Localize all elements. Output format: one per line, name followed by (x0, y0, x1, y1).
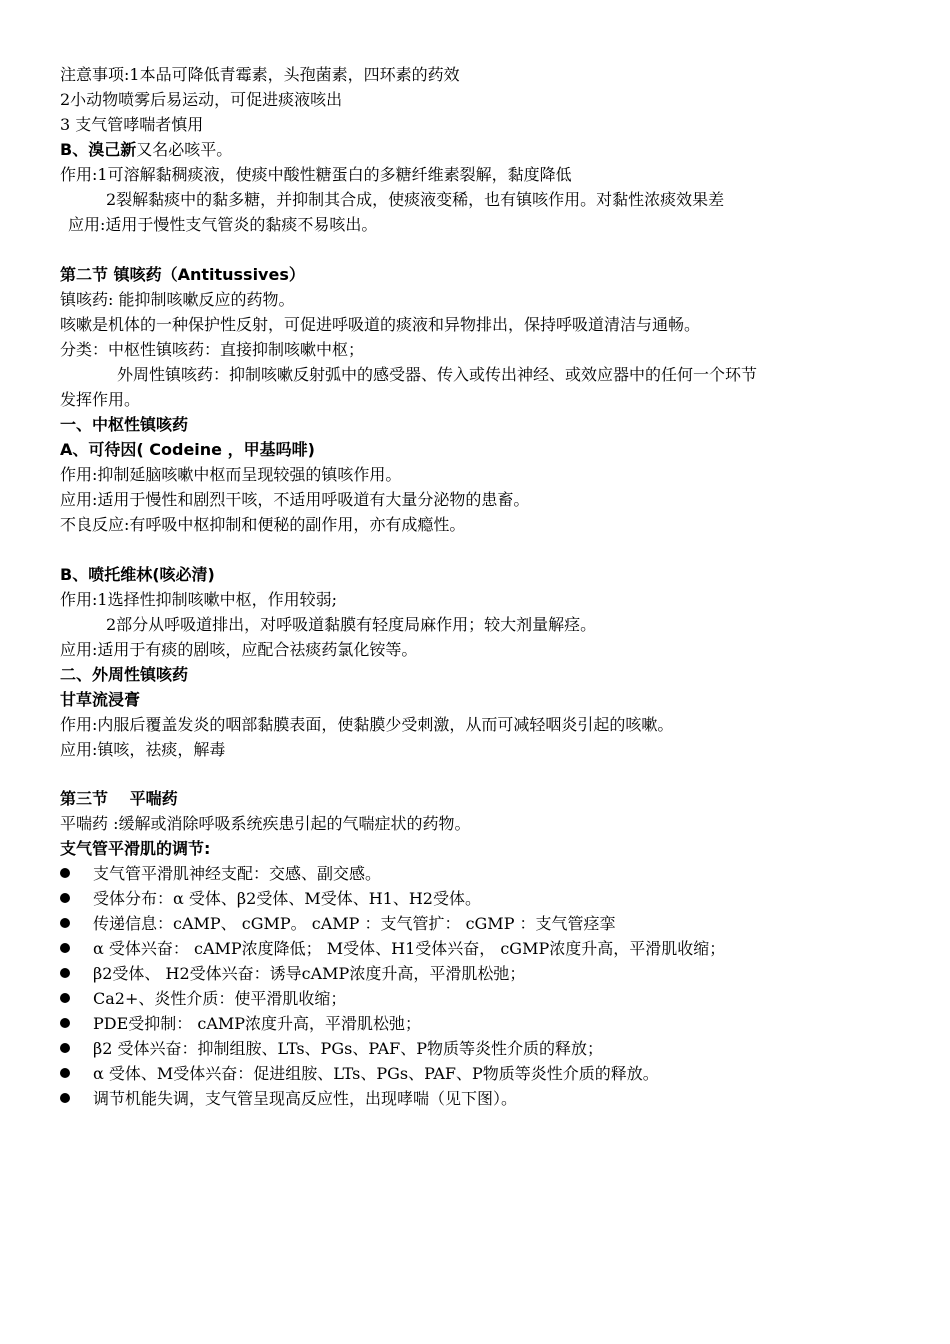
bromhexine-heading: B、溴己新 (60, 140, 137, 159)
section-2-title: 第二节 镇咳药（Antitussives） (60, 265, 305, 284)
pentoxyverine-use: 应用:适用于有痰的剧咳，应配合祛痰药氯化铵等。 (60, 640, 418, 659)
bromhexine-use: 应用:适用于慢性支气管炎的黏痰不易咳出。 (68, 215, 378, 234)
bromhexine-action-2: 2裂解黏痰中的黏多糖，并抑制其合成，使痰液变稀，也有镇咳作用。对黏性浓痰效果差 (106, 190, 725, 209)
classification-central: 分类：中枢性镇咳药：直接抑制咳嗽中枢； (60, 340, 365, 359)
classification-peripheral: 外周性镇咳药：抑制咳嗽反射弧中的感受器、传入或传出神经、或效应器中的任何一个环节 (117, 365, 758, 384)
notes-line-2: 2小动物喷雾后易运动，可促进痰液咳出 (60, 90, 343, 109)
codeine-heading: A、可待因( Codeine ，甲基吗啡) (60, 440, 315, 459)
notes-line-1: 注意事项:1本品可降低青霉素，头孢菌素，四环素的药效 (60, 65, 460, 84)
bullet-icon (60, 1018, 70, 1028)
classification-peripheral-cont: 发挥作用。 (60, 390, 141, 409)
bullet-icon (60, 868, 70, 878)
bullet-icon (60, 1068, 70, 1078)
document-page: 注意事项:1本品可降低青霉素，头孢菌素，四环素的药效 2小动物喷雾后易运动，可促进痰液咳出 3 支气管哮喘者慎用 B、溴己新又名必咳平。 作用:1可溶解黏稠痰液，使痰中酸性糖蛋白的多糖纤维素裂解，黏度降低 2裂解黏痰中的黏多糖，并抑制其合成，使痰液变稀，也有镇咳作用。对黏性浓痰效果差 应用:适用于慢性支气管炎的黏痰不易咳出。 第二节 镇咳药（Antitussives） 镇咳药: 能抑制咳嗽反应的药物。 咳嗽是机体的一种保护性反射，可促进呼吸道的痰液和异物排出，保持呼吸道清洁与通畅。 分类：中枢性镇咳药：直接抑制咳嗽中枢； 外周性镇咳药：抑制咳嗽反射弧中的感受器、传入或传出神经、或效应器中的任何一个环节 发挥作用。 一、中枢性镇咳药 A、可待因( Codeine ，甲基吗啡) 作用:抑制延脑咳嗽中枢而呈现较强的镇咳作用。 应用:适用于慢性和剧烈干咳，不适用呼吸道有大量分泌物的患畜。 不良反应:有呼吸中枢抑制和便秘的副作用，亦有成瘾性。 B、喷托维林(咳必清) 作用:1选择性抑制咳嗽中枢，作用较弱; 2部分从呼吸道排出，对呼吸道黏膜有轻度局麻作用；较大剂量解痉。 应用:适用于有痰的剧咳，应配合祛痰药氯化铵等。 二、外周性镇咳药 甘草流浸膏 作用:内服后覆盖发炎的咽部黏膜表面，使黏膜少受刺激，从而可减轻咽炎引起的咳嗽。 应用:镇咳，祛痰，解毒 第三节 平喘药 平喘药 :缓解或消除呼吸系统疾患引起的气喘症状的药物。 支气管平滑肌的调节: 支气管平滑肌神经支配：交感、副交感。 受体分布：α 受体、β2受体、M受体、H1、H2受体。 传递信息：cAMP、 cGMP。 cAMP ：支气管扩： cGMP ：支气管痉挛 α 受体兴奋： cAMP浓度降低； M受体、H1受体兴奋， cGMP浓度升高，平滑肌收缩； β2受体、 H2受体兴奋：诱导cAMP浓度升高，平滑肌松弛； Ca2+、炎性介质：使平滑肌收缩； PDE受抑制： cAMP浓度升高，平滑肌松弛； β2 受体兴奋：抑制组胺、LTs、PGs、PAF、P物质等炎性介质的释放； α 受体、M受体兴奋：促进组胺、LTs、PGs、PAF、P物质等炎性介质的释放。 调节机能失调，支气管呈现高反应性，出现哮喘（见下图）。 (0, 0, 950, 1344)
pentoxyverine-heading: B、喷托维林(咳必清) (60, 565, 215, 584)
peripheral-antitussive-heading: 二、外周性镇咳药 (60, 665, 189, 684)
section-3-title: 第三节 平喘药 (60, 789, 178, 808)
bullet-icon (60, 1043, 70, 1053)
licorice-use: 应用:镇咳，祛痰，解毒 (60, 740, 226, 759)
regulation-heading: 支气管平滑肌的调节: (60, 839, 211, 858)
bullet-icon (60, 993, 70, 1003)
antiasthmatic-definition: 平喘药 :缓解或消除呼吸系统疾患引起的气喘症状的药物。 (60, 814, 471, 833)
cough-description: 咳嗽是机体的一种保护性反射，可促进呼吸道的痰液和异物排出，保持呼吸道清洁与通畅。 (60, 315, 701, 334)
notes-line-3: 3 支气管哮喘者慎用 (60, 115, 204, 134)
licorice-action: 作用:内服后覆盖发炎的咽部黏膜表面，使黏膜少受刺激，从而可减轻咽炎引起的咳嗽。 (60, 715, 674, 734)
codeine-adverse: 不良反应:有呼吸中枢抑制和便秘的副作用，亦有成瘾性。 (60, 515, 466, 534)
bullet-icon (60, 893, 70, 903)
central-antitussive-heading: 一、中枢性镇咳药 (60, 415, 189, 434)
pentoxyverine-action-1: 作用:1选择性抑制咳嗽中枢，作用较弱; (60, 590, 337, 609)
pentoxyverine-action-2: 2部分从呼吸道排出，对呼吸道黏膜有轻度局麻作用；较大剂量解痉。 (106, 615, 597, 634)
antitussive-definition: 镇咳药: 能抑制咳嗽反应的药物。 (60, 290, 295, 309)
bullet-icon (60, 918, 70, 928)
bullet-icon (60, 968, 70, 978)
codeine-action: 作用:抑制延脑咳嗽中枢而呈现较强的镇咳作用。 (60, 465, 402, 484)
bromhexine-alias: 又名必咳平。 (136, 140, 233, 159)
bromhexine-heading-line (60, 137, 232, 162)
bullet-icon (60, 943, 70, 953)
codeine-use: 应用:适用于慢性和剧烈干咳，不适用呼吸道有大量分泌物的患畜。 (60, 490, 530, 509)
bromhexine-action-1: 作用:1可溶解黏稠痰液，使痰中酸性糖蛋白的多糖纤维素裂解，黏度降低 (60, 165, 572, 184)
licorice-heading: 甘草流浸膏 (60, 690, 141, 709)
bullet-icon (60, 1093, 70, 1103)
